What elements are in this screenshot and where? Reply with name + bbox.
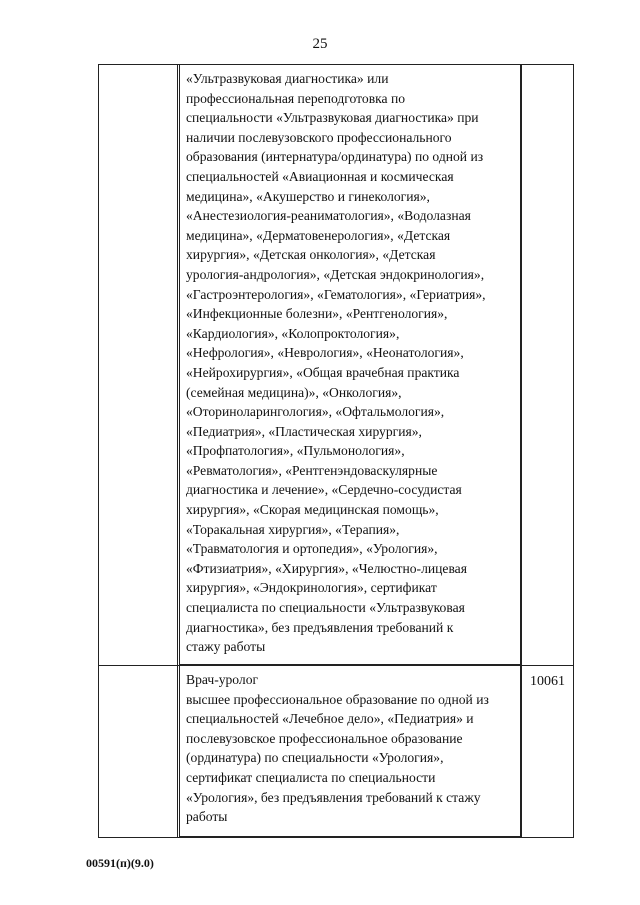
text-line: хирургия», «Детская онкология», «Детская [186, 247, 436, 263]
text-line: послевузовское профессиональное образование [186, 730, 463, 746]
table-row [99, 666, 574, 838]
text-line: специальностей «Авиационная и космическая [186, 168, 454, 184]
text-line: «Травматология и ортопедия», «Урология», [186, 541, 438, 557]
text-line: «Оториноларингология», «Офтальмология», [186, 404, 445, 420]
text-line: «Педиатрия», «Пластическая хирургия», [186, 423, 422, 439]
text-line: «Нейрохирургия», «Общая врачебная практика [186, 364, 460, 380]
text-line: «Ультразвуковая диагностика» или [186, 71, 389, 86]
text-line: работы [186, 809, 228, 825]
text-line: (ординатура) по специальности «Урология», [186, 750, 444, 766]
text-line: образования (интернатура/ординатура) по одной из [186, 149, 484, 165]
text-line: наличии послевузовского профессионального [186, 129, 452, 145]
table-row [99, 65, 574, 666]
requirements-text [179, 665, 521, 837]
text-line: специалиста по специальности «Ультразвуковая [186, 600, 465, 616]
text-line: «Кардиология», «Колопроктология», [186, 325, 400, 341]
text-line: специальности «Ультразвуковая диагностика» при [186, 110, 479, 126]
left-cell [99, 65, 178, 666]
left-cell [99, 666, 178, 838]
document-code: 00591(п)(9.0) [86, 856, 154, 870]
page-number: 25 [312, 36, 328, 52]
text-line: медицина», «Акушерство и гинекология», [186, 188, 430, 204]
code-cell: 10061 [522, 666, 574, 838]
qualification-table [98, 64, 574, 838]
text-line: урология-андрология», «Детская эндокринология», [186, 266, 485, 282]
text-line: хирургия», «Эндокринология», сертификат [186, 580, 437, 596]
text-line: (семейная медицина)», «Онкология», [186, 384, 402, 400]
text-line: диагностика и лечение», «Сердечно-сосудистая [186, 482, 462, 498]
text-line: «Урология», без предъявления требований к стажу [186, 789, 481, 805]
text-line: «Нефрология», «Неврология», «Неонатология», [186, 345, 464, 361]
text-line: «Фтизиатрия», «Хирургия», «Челюстно-лицевая [186, 560, 467, 576]
requirements-text [179, 64, 521, 665]
requirements-cell [178, 666, 522, 838]
text-line: профессиональная переподготовка по [186, 90, 406, 106]
text-line: специальностей «Лечебное дело», «Педиатрия» и [186, 711, 474, 727]
text-line: диагностика», без предъявления требований к [186, 619, 454, 635]
text-line: «Анестезиология-реаниматология», «Водолазная [186, 208, 471, 224]
text-line: «Профпатология», «Пульмонология», [186, 443, 405, 459]
code-cell [522, 65, 574, 666]
text-line: хирургия», «Скорая медицинская помощь», [186, 502, 439, 518]
text-line: «Ревматология», «Рентгенэндоваскулярные [186, 462, 438, 478]
text-line: сертификат специалиста по специальности [186, 769, 436, 785]
text-line: медицина», «Дерматовенерология», «Детская [186, 227, 451, 243]
text-line: «Торакальная хирургия», «Терапия», [186, 521, 400, 537]
text-line: «Инфекционные болезни», «Рентгенология», [186, 306, 448, 322]
text-line: высшее профессиональное образование по одной из [186, 691, 489, 707]
text-line: «Гастроэнтерология», «Гематология», «Гериатрия», [186, 286, 486, 302]
requirements-cell [178, 65, 522, 666]
position-title: Врач-уролог [186, 672, 259, 687]
text-line: стажу работы [186, 639, 266, 655]
